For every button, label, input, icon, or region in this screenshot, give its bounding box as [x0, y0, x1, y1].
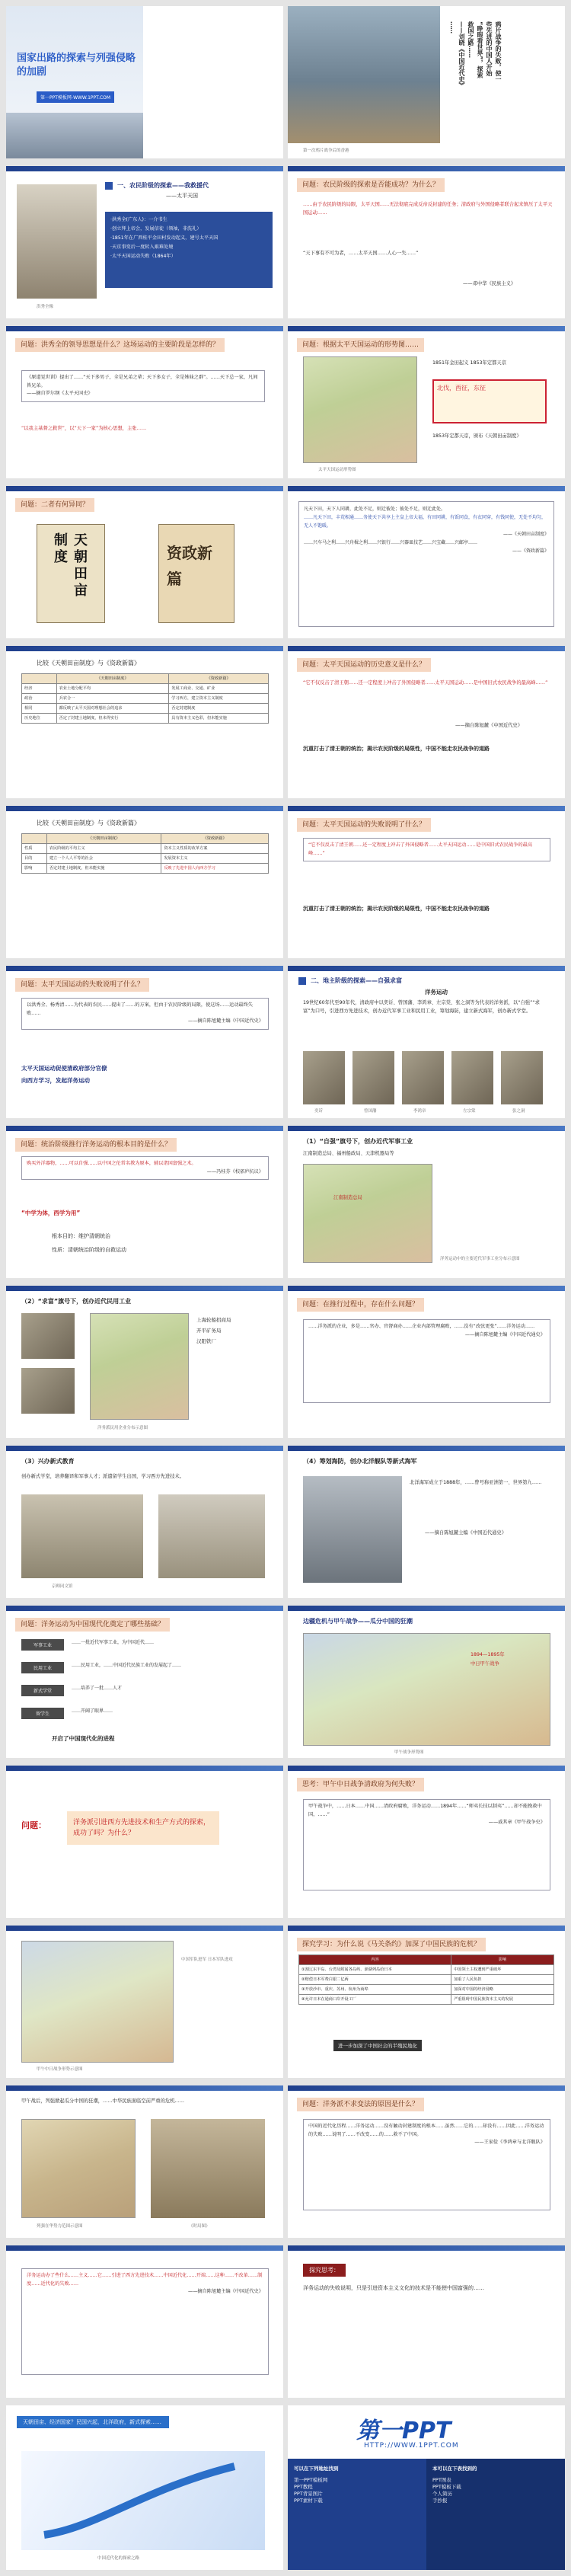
- map-caption: 洋务派民用企业分布示意图: [97, 1426, 148, 1430]
- slide-22: [288, 1606, 565, 1758]
- tag-desc: ……开阔了眼界……: [72, 1708, 113, 1714]
- factory-photo-2: [21, 1368, 75, 1414]
- graphic-caption: 中国近代化的探索之路: [97, 2556, 140, 2561]
- slide-24: [288, 1766, 565, 1918]
- slide-13: [6, 966, 283, 1118]
- portrait-2: [352, 1051, 394, 1104]
- question-box: 思考：甲午中日战争清政府为何失败？: [297, 1778, 424, 1791]
- section-subheading: ——太平天国: [166, 193, 198, 199]
- slide-17: [6, 1286, 283, 1438]
- warship-photo: [303, 1476, 402, 1583]
- motto-text: “中学为体，西学为用”: [21, 1210, 81, 1216]
- slide-27: [6, 2085, 283, 2238]
- tag-school: 新式学堂: [21, 1685, 64, 1696]
- link-item[interactable]: PPT模板下载: [432, 2484, 461, 2490]
- question-box: 问题：洪秀全的领导思想是什么？这场运动的主要阶段是怎样的？: [15, 338, 225, 352]
- quote-box: “它不仅反击了清王朝……还一定程度上冲击了外国侵略者……太平天国运动……是中国旧式农民战争的最高峰……”: [303, 838, 550, 861]
- quote-box: 购买外洋器物，……可以自强……以中国之伦常名教为原本，辅以诸国富强之术。 ——冯桂芬《校邠庐抗议》: [21, 1156, 269, 1180]
- table-title: 比较《天朝田亩制度》与《资政新篇》: [37, 660, 140, 666]
- conclusion-bar: 进一步加深了中国社会的半殖民地化: [333, 2040, 422, 2051]
- portrait-caption: 左宗棠: [463, 1109, 476, 1114]
- question-label: 问题：: [21, 1820, 46, 1830]
- question-box: 问题：农民阶级的探索是否能成功？为什么？: [297, 178, 445, 192]
- body-text: 洋务运动的失败说明，只是引进资本主义文化的技术是不能使中国富强的……: [303, 2285, 484, 2291]
- tag-military: 军事工业: [21, 1639, 64, 1651]
- callout-box: 北伐，西征，东征: [432, 379, 547, 423]
- portrait-caption: 奕䜣: [314, 1109, 324, 1114]
- portrait-caption: 李鸿章: [413, 1109, 426, 1114]
- section-heading: 二、地主阶级的探索——自强求富: [298, 976, 402, 985]
- factory-photo-1: [21, 1313, 75, 1359]
- slide-9: [6, 646, 283, 798]
- quote-text: “天下事有不可为者，……太平天国……人心一失……”: [303, 251, 419, 256]
- portrait-caption: 曾国藩: [364, 1109, 377, 1114]
- question-box: 问题：洋务运动为中国现代化奠定了哪些基础？: [15, 1618, 170, 1632]
- slide-heading: 边疆危机与甲午战争——瓜分中国的狂潮: [303, 1618, 413, 1625]
- map-caption: 洋务运动中的主要近代军事工业分布示意图: [440, 1257, 520, 1261]
- industry-item: 开平矿务局: [196, 1328, 222, 1334]
- slide-heading: （3）兴办新式教育: [21, 1458, 75, 1465]
- question-box: 探究学习：为什么说《马关条约》加深了中国民族的危机？: [297, 1938, 486, 1951]
- quote-box: 洋务运动办了些什么……主义……它……引进了西方先进技术……中国近代化……开端……这种……不改革……制度……近代化的失败…… ——摘自陈旭麓主编《中国近代史》: [21, 2268, 269, 2375]
- summary-text: 开启了中国现代化的进程: [52, 1735, 115, 1742]
- slide-heading: （4）筹划海防，创办北洋舰队等新式海军: [303, 1458, 417, 1465]
- ship-picture: [6, 113, 143, 158]
- slide-30: [288, 2245, 565, 2398]
- sino-japanese-war-map: [21, 1941, 174, 2063]
- spheres-map: [21, 2119, 136, 2218]
- brand-logo: 第一PPT: [356, 2418, 451, 2444]
- slide-5: [6, 326, 283, 478]
- body-text: 创办新式学堂，培养翻译和军事人才；派遣留学生出国，学习西方先进技术。: [21, 1474, 185, 1479]
- slide-8: [288, 486, 565, 638]
- body-text: 19世纪60年代至90年代，清政府中以奕䜣、曾国藩、李鸿章、左宗棠、张之洞等为代表的洋务派，以“自强”“求富”为口号，引进西方先进技术，创办近代军事工业和民用工业，筹划海防，建立新式海军，创办新式学堂。: [303, 1000, 540, 1014]
- slide-29: [6, 2245, 283, 2398]
- vertical-text: 鸦片战争的失败，使一 些先进的中国人开始 “睁眼看世界”，探索 救国之路…… ——刘晓《中国近代史》 ……: [449, 21, 502, 88]
- compare-table: 《天朝田亩制度》 《资政新篇》 性质 农民阶级的平均主义 资本主义性质的改革方案 目的 建立一个人人平等的社会 发展资本主义 影响 否定封建土地制度，但未能实施 反映了先进中国人向西方学习: [21, 833, 269, 874]
- slide-21: [6, 1606, 283, 1758]
- source-text: ——邓中华《民族主义》: [463, 281, 516, 286]
- link-item[interactable]: 个人简历: [432, 2491, 452, 2497]
- book-cover-2: 资政新篇: [158, 524, 234, 623]
- document-box: 凡天下田，天下人同耕，此处不足，则迁彼处；彼处不足，则迁此处。 ……凡天下田，丰荒相通……务使天下共享上主皇上帝大福，有田同耕，有饭同食，有衣同穿，有钱同使，无处不均匀，无人不饱暖。 ——《天朝田亩制度》 ……兴车马之利……兴舟楫之利……兴银行……兴器皿技艺……兴宝藏……兴邮亭…… ——《资政新篇》: [298, 501, 554, 627]
- slide-12: [288, 806, 565, 958]
- slide-7: [6, 486, 283, 638]
- industry-map: [303, 1164, 432, 1263]
- slide-32: [288, 2405, 565, 2570]
- slide-20: [288, 1446, 565, 1598]
- table-title: 比较《天朝田亩制度》与《资政新篇》: [37, 820, 140, 826]
- link-item[interactable]: PPT图表: [432, 2477, 451, 2483]
- tag-desc: ……培养了一批……人才: [72, 1686, 123, 1691]
- link-item[interactable]: PPT教程: [294, 2484, 313, 2490]
- tongwenguan-photo: [21, 1494, 143, 1578]
- quote-box: ……洋务派的企业，多是……官办、官督商办……企业内部管理腐败，……没有“改弦更张”……洋务运动…… ——摘自陈旭麓主编《中国近代通史》: [303, 1319, 550, 1403]
- question-box: 问题：太平天国运动的失败说明了什么？: [297, 818, 431, 832]
- map-card: 1853年定都天京，颁布《天朝田亩制度》: [432, 433, 522, 439]
- slide-14: [288, 966, 565, 1118]
- conclusion-text: 沉重打击了清王朝的统治；揭示农民阶级的局限性，中国不能走农民战争的道路: [303, 746, 490, 752]
- slide-3: [6, 166, 283, 318]
- link-item[interactable]: 手抄报: [432, 2498, 448, 2504]
- map-caption: 太平天国运动形势图: [318, 468, 356, 472]
- body-text: 甲午战后，列强掀起瓜分中国的狂潮，……中华民族面临空前严重的危机……: [21, 2098, 185, 2104]
- section-heading: 一、农民阶级的探索——我救援代: [105, 181, 209, 190]
- bullet-box: ·洪秀全(广东人)：一介书生 ·创立拜上帝会，发展信徒（领袖，非洗礼） ·1851年在广西桂平金田村发动起义，建号太平天国 ·天京事变后一度转入艰难处境 ·太平天国运动失败（1864年）: [105, 212, 273, 288]
- purpose-text: 根本目的：维护清朝统治: [52, 1233, 110, 1239]
- portrait-caption: 张之洞: [512, 1109, 525, 1114]
- slide-16: [288, 1126, 565, 1278]
- slide-heading: （2）“求富”旗号下，创办近代民用工业: [21, 1298, 132, 1305]
- tag-civilian: 民用工业: [21, 1662, 64, 1673]
- war-map: [303, 1633, 550, 1746]
- source-text: ——摘自陈旭麓《中国近代史》: [455, 723, 523, 728]
- brand-url[interactable]: HTTP://WWW.1PPT.COM: [364, 2442, 459, 2450]
- question-box: 问题：太平天国运动的历史意义是什么？: [297, 658, 431, 672]
- map-label: 中日甲午战争: [471, 1661, 499, 1667]
- book-cover-1: 天朝田亩制度: [37, 524, 105, 623]
- slide-4: [288, 166, 565, 318]
- link-panel-right: 本可以在下表找到的 PPT图表 PPT模板下载 个人简历 手抄报: [426, 2459, 565, 2570]
- inquiry-label: 探究思考：: [303, 2264, 346, 2277]
- link-item[interactable]: 第一PPT模板网: [294, 2477, 328, 2483]
- hongkong-painting: [288, 6, 440, 143]
- students-photo: [158, 1494, 265, 1578]
- slide-19: [6, 1446, 283, 1598]
- tag-students: 留学生: [21, 1708, 64, 1719]
- shiju-tu: [151, 2119, 265, 2218]
- industry-item: 上海轮船招商局: [196, 1317, 231, 1323]
- compare-table: 《天朝田亩制度》 《资政新篇》 经济 农业土地分配平均 发展工商业、交通、矿业 政治 兵农合一 学习西方，建立资本主义制度 相同 都反映了太平天国对理想社会的追求 否定封建制度 历史地位 否定了封建土地制度，但未得实行 具有资本主义色彩，但未能实施: [21, 673, 269, 724]
- slide-26: [288, 1926, 565, 2078]
- source-text: ——摘自陈旭麓主编《中国近代通史》: [425, 1530, 507, 1536]
- map-caption: 甲午中日战争形势示意图: [37, 2067, 83, 2072]
- nature-text: 性质：清朝统治阶级的自救运动: [52, 1247, 126, 1253]
- slide-6: [288, 326, 565, 478]
- slide-28: [288, 2085, 565, 2238]
- question-box: 问题：太平天国运动的失败说明了什么？: [15, 978, 149, 992]
- tag-desc: ……一批近代军事工业，为中国近代……: [72, 1640, 155, 1645]
- question-box: 问题：在推行过程中，存在什么问题？: [297, 1298, 424, 1312]
- photo-caption: 京师同文馆: [52, 1584, 73, 1589]
- taiping-map: [303, 356, 417, 463]
- slide-title: 国家出路的探索与列强侵略的加剧: [17, 53, 136, 78]
- quote-box: 甲午战争中，……日本……中国……清政府腐败，洋务运动……1894年……“师夷长技以制夷”……却不能挽救中国，……” ——戚其章《甲午战争史》: [303, 1799, 550, 1890]
- conclusion-text: 沉重打击了清王朝的统治；揭示农民阶级的局限性，中国不能走农民战争的道路: [303, 906, 490, 912]
- hong-xiuquan-portrait: [17, 184, 97, 299]
- body-text: 江南制造总局、福州船政局、天津机器局等: [303, 1151, 394, 1156]
- portrait-5: [501, 1051, 543, 1104]
- quote-box: 《原道觉世训》提出了……“天下多男子，全是兄弟之辈；天下多女子，全是姊妹之群”。……天下总一家，凡间皆兄弟。 ——摘自罗尔纲《太平天国史》: [21, 370, 265, 402]
- tag-desc: ……民用工业，……中国近代民族工业的发展起了……: [72, 1663, 182, 1668]
- map-note: 1851年金田起义 1853年定都天京: [432, 360, 507, 366]
- link-item[interactable]: PPT背景图片: [294, 2491, 323, 2497]
- body-text: ……由于农民阶级的局限，太平天国……无法彻底完成反帝反封建的任务；清政府与外国侵略者联合起来镇压了太平天国运动……: [303, 202, 553, 216]
- banner-text: 天朝田亩、经济国家？民国兴起，北洋政府，新式探索……: [17, 2416, 169, 2428]
- portrait-1: [303, 1051, 345, 1104]
- slide-23: [6, 1766, 283, 1918]
- portrait-caption: 洪秀全像: [37, 305, 54, 309]
- quote-box: 中国的近代化历程……洋务运动……没有触动封建制度的根本……虽然……它的……却没有……因此……洋务运动的失败……说明了……不改变……的……救不了中国。 ——王家俭《李鸿章与北洋舰队》: [303, 2119, 550, 2210]
- question-box: 问题：洋务派不求变法的原因是什么？: [297, 2098, 424, 2111]
- picture-caption: 第一次鸦片战争后的香港: [303, 149, 349, 153]
- slide-25: [6, 1926, 283, 2078]
- body-text: “它不仅反击了清王朝……还一定程度上冲击了外国侵略者……太平天国运动……是中国旧式农民战争的最高峰……”: [303, 680, 548, 686]
- portrait-3: [402, 1051, 444, 1104]
- conclusion-text-1: 太平天国运动促使清政府部分官僚: [21, 1065, 107, 1072]
- conclusion-text-2: 向西方学习，发起洋务运动: [21, 1077, 90, 1084]
- curve-arrow-graphic: [37, 2459, 250, 2542]
- link-item[interactable]: PPT素材下载: [294, 2498, 323, 2504]
- emphasis-text: “以我主基督之救世”，以“天下一家”为核心思想，主张……: [21, 426, 147, 431]
- question-box: 洋务派引进西方先进技术和生产方式的探索，成功了吗？为什么？: [67, 1811, 219, 1845]
- industry-item: 汉阳铁厂: [196, 1338, 216, 1344]
- site-badge: 第一PPT模板网-WWW.1PPT.COM: [37, 91, 114, 103]
- question-box: 问题：统治阶级推行洋务运动的根本目的是什么？: [15, 1138, 177, 1152]
- picture-caption: 《时局图》: [189, 2224, 210, 2229]
- civilian-industry-map: [90, 1313, 189, 1420]
- link-panel-left: 可以在下列地址找到 第一PPT模板网 PPT教程 PPT背景图片 PPT素材下载: [288, 2459, 426, 2570]
- body-text: 北洋海军成立于1888年，……曾号称亚洲第一、世界第九……: [410, 1480, 542, 1485]
- portrait-4: [451, 1051, 493, 1104]
- slide-18: [288, 1286, 565, 1438]
- slide-31: [6, 2405, 283, 2570]
- slide-2: [288, 6, 565, 158]
- map-caption: 列强在华势力范围示意图: [37, 2224, 83, 2229]
- question-box: 问题：根据太平天国运动的形势图……: [297, 338, 424, 352]
- question-box: 问题：二者有何异同？: [15, 498, 94, 512]
- slide-10: [288, 646, 565, 798]
- section-subheading: 洋务运动: [425, 989, 448, 996]
- slide-1: [6, 6, 283, 158]
- map-label: 江南制造总局: [333, 1195, 362, 1200]
- map-caption: 甲午战争形势图: [394, 1750, 424, 1755]
- quote-box: 以洪秀全、杨秀清……为代表的农民……提出了……的方案，但由于农民阶级的局限，使这场……运动最终失败…… ——摘自陈旭麓主编《中国近代史》: [21, 998, 269, 1030]
- slide-heading: （1）“自强”旗号下，创办近代军事工业: [303, 1138, 413, 1145]
- map-legend: 中国军队进军 日本军队进攻: [181, 1958, 233, 1962]
- map-label: 1894—1895年: [471, 1652, 505, 1657]
- treaty-table: 内容 影响 ①割辽东半岛、台湾及附属各岛屿、澎湖列岛给日本 中国领土主权遭到严重破坏 ②赔偿日本军费白银二亿两 加重了人民负担 ③开放沙市、重庆、苏州、杭州为商埠 加深对中国的经济侵略 ④允许日本在通商口岸开设工厂 严重阻碍中国民族资本主义的发展: [298, 1954, 554, 2005]
- slide-15: [6, 1126, 283, 1278]
- slide-11: [6, 806, 283, 958]
